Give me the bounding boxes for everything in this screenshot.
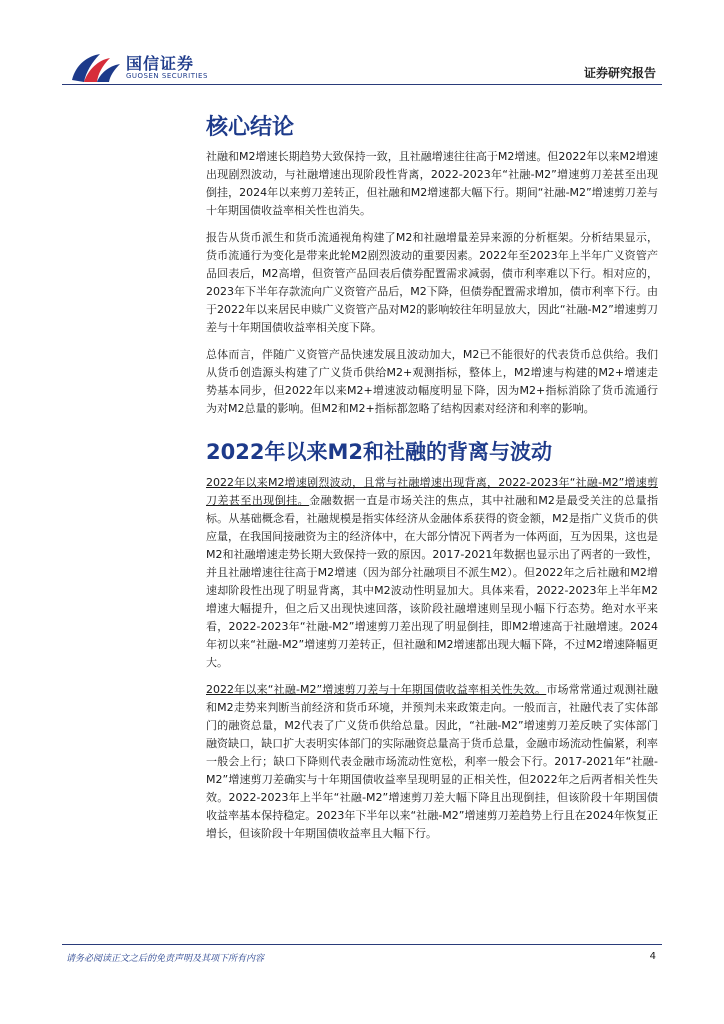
report-type-label: 证券研究报告	[583, 66, 656, 80]
company-logo	[70, 50, 230, 84]
section-paragraph-1	[206, 474, 658, 672]
core-paragraph-3: 总体而言，伴随广义资管产品快速发展且波动加大，M2已不能很好的代表货币总供给。我们从货币创造源头构建了广义货币供给M2+观测指标，整体上，M2增速与构建的M2+增速走势基本同步，但2022年以来M2+增速波动幅度明显下降，因为M2+指标消除了货币流通行为对M2总量的影响。但M2和M2+指标都忽略了结构因素对经济和利率的影响。	[206, 348, 658, 415]
header-divider	[62, 84, 662, 85]
footer-disclaimer: 请务必阅读正文之后的免责声明及其项下所有内容	[66, 954, 265, 964]
main-content	[206, 114, 658, 852]
section-paragraph-2-lead: 2022年以来“社融-M2”增速剪刀差与十年期国债收益率相关性失效。	[206, 683, 547, 696]
core-conclusion-heading: 核心结论	[206, 115, 295, 140]
logo-chinese-name: 国信证券	[126, 54, 195, 73]
section-heading: 2022年以来M2和社融的背离与波动	[206, 440, 552, 464]
core-paragraph-1: 社融和M2增速长期趋势大致保持一致，且社融增速往往高于M2增速。但2022年以来M2增速出现剧烈波动，与社融增速出现阶段性背离，2022-2023年“社融-M2”增速剪刀差甚至出现倒挂，2024年以来剪刀差转正，但社融和M2增速都大幅下行。期间“社融-M2”增速剪刀差与十年期国债收益率相关性也消失。	[206, 150, 658, 217]
page-number: 4	[649, 951, 656, 962]
section-paragraph-2-body: 市场常常通过观测社融和M2走势来判断当前经济和货币环境，并预判未来政策走向。一般而言，社融代表了实体部门的融资总量，M2代表了广义货币供给总量。因此，“社融-M2”增速剪刀差反映了实体部门融资缺口，缺口扩大表明实体部门的实际融资总量高于货币总量，金融市场流动性偏紧，利率一般会上行；缺口下降则代表金融市场流动性宽松，利率一般会下行。2017-2021年“社融-M2”增速剪刀差确实与十年期国债收益率呈现明显的正相关性，但2022年之后两者相关性失效。2022-2023年上半年“社融-M2”增速剪刀差大幅下降且出现倒挂，但该阶段十年期国债收益率基本保持稳定。2023年下半年以来“社融-M2”增速剪刀差趋势上行且在2024年恢复正增长，但该阶段十年期国债收益率且大幅下行。	[206, 683, 659, 840]
page-header	[0, 0, 724, 90]
section-paragraph-1-lead: 2022年以来M2增速剧烈波动，且常与社融增速出现背离，2022-2023年“社融-M2”增速剪刀差甚至出现倒挂。	[206, 476, 658, 507]
section-paragraph-2	[206, 681, 658, 843]
section-paragraph-1-body: 金融数据一直是市场关注的焦点，其中社融和M2是最受关注的总量指标。从基础概念看，社融规模是指实体经济从金融体系获得的资金额，M2是指广义货币的供应量，在我国间接融资为主的经济体中，在大部分情况下两者为一体两面，互为因果，这也是M2和社融增速走势长期大致保持一致的原因。2017-2021年数据也显示出了两者的一致性，并且社融增速往往高于M2增速（因为部分社融项目不派生M2）。但2022年之后社融和M2增速却阶段性出现了明显背离，其中M2波动性明显加大。具体来看，2022-2023年上半年M2增速大幅提升，但之后又出现快速回落，该阶段社融增速则呈现小幅下行态势。绝对水平来看，2022-2023年“社融-M2”增速剪刀差出现了明显倒挂，即M2增速高于社融增速。2024年初以来“社融-M2”增速剪刀差转正，但社融和M2增速都出现大幅下降，不过M2增速降幅更大。	[206, 494, 658, 669]
footer-divider	[62, 944, 662, 945]
guosen-logo-icon	[70, 50, 128, 84]
logo-english-name: GUOSEN SECURITIES	[126, 72, 208, 80]
core-paragraph-2: 报告从货币派生和货币流通视角构建了M2和社融增量差异来源的分析框架。分析结果显示，货币流通行为变化是带来此轮M2剧烈波动的重要因素。2022年至2023年上半年广义资管产品回表后，M2高增，但资管产品回表后债券配置需求减弱，债市利率难以下行。相对应的，2023年下半年存款流向广义资管产品后，M2下降，但债券配置需求增加，债市利率下行。由于2022年以来居民申赎广义资管产品对M2的影响较往年明显放大，因此“社融-M2”增速剪刀差与十年期国债收益率相关度下降。	[206, 231, 658, 334]
